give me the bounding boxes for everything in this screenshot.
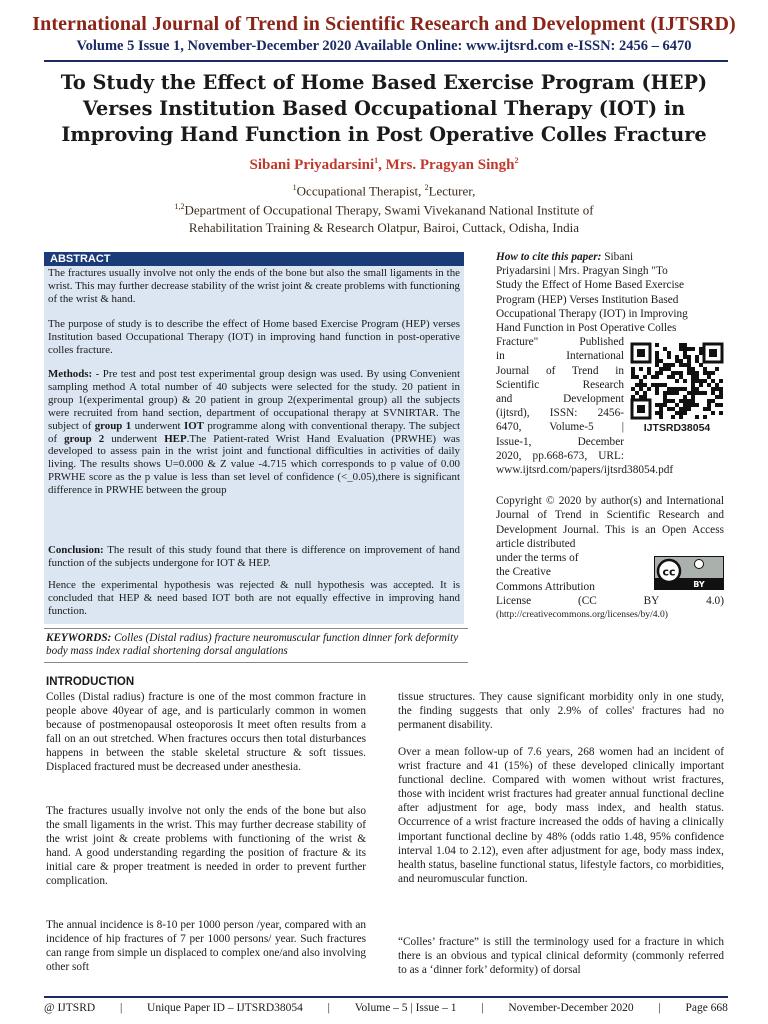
footer-separator: | [481,1002,484,1014]
intro-right-paragraph-1: tissue structures. They cause significant morbidity only in one study, the finding suggests that only 2.9% of colles' fractures had no permanent disability. [398,691,724,732]
citation-line: Occupational Therapy (IOT) in Improving [496,307,688,320]
citation-line: Hand Function in Post Operative Colles [496,322,677,335]
abstract-conclusion [48,544,460,570]
cc-by-icon [655,557,723,589]
introduction-heading: INTRODUCTION [46,676,135,688]
conclusion-text: The result of this study found that there is difference on improvement of hand function of the subjects undergone for IOT & HEP. [48,544,460,569]
cc-symbol: cc [662,565,676,579]
conclusion-label: Conclusion: [48,544,104,556]
footer-date: November-December 2020 [508,1002,634,1014]
footer-journal: @ IJTSRD [44,1002,96,1014]
footer-paper-id: Unique Paper ID – IJTSRD38054 [147,1002,303,1014]
affil-sup: 2 [424,183,429,192]
intro-right-paragraph-2: Over a mean follow-up of 7.6 years, 268 women had an incident of wrist fracture and 41 (15%) of these developed clinically important functional decline. Compared with women without wrist fractures, those with incident wrist fractures had greater annual functional decline after adjustment for age, body mass index, and health status. Occurrence of a wrist fracture increased the odds of having a clinically important functional decline by 48% (odds ratio 1.48, 95% confidence interval 1.04 to 2.12), even after adjustment for age, body mass index, health status, baseline functional status, lifestyle factors, co morbidities, and neuromuscular function. [398,746,724,885]
cc-license-url: (http://creativecommons.org/licenses/by/4.0) [496,609,668,620]
citation-line: Program (HEP) Verses Institution Based [496,293,679,306]
keywords-rule-bottom [44,662,468,663]
license-word: 4.0) [706,595,724,608]
abstract-methods [48,368,460,497]
citation-label: How to cite this paper: [496,251,602,263]
iot-label: IOT [183,419,204,432]
paper-title [30,70,738,148]
citation-line: 2020, pp.668-673, URL: [496,449,624,462]
affil-sup: 1,2 [174,202,185,211]
page-footer [44,1002,728,1014]
footer-volume: Volume – 5 | Issue – 1 [354,1002,457,1014]
citation-line: in International [496,350,624,363]
header-rule [44,60,728,62]
author-2-sup: 2 [514,156,519,165]
license-word: (CC [577,595,597,608]
footer-page-number: Page 668 [685,1002,728,1014]
citation-line: and Development [496,393,624,406]
group-2-label: group 2 [64,432,105,445]
qr-paper-id: IJTSRD38054 [643,422,711,434]
affil-role-1: Occupational Therapist, [296,183,425,199]
footer-separator: | [119,1002,123,1014]
affiliation-line-1 [0,183,768,199]
footer-rule [44,996,728,998]
journal-subtitle: Volume 5 Issue 1, November-December 2020 Available Online: www.ijtsrd.com e-ISSN: 2456 – 6470 [76,38,692,54]
title-line-1: To Study the Effect of Home Based Exercise Program (HEP) [60,71,708,94]
journal-title: International Journal of Trend in Scientific Research and Development (IJTSRD) [32,13,736,35]
abstract-heading: ABSTRACT [44,252,464,266]
abstract-paragraph-5: Hence the experimental hypothesis was rejected & null hypothesis was accepted. It is concluded that HEP & need based IOT both are not equally effective in improving hand function. [48,579,460,617]
footer-separator: | [658,1002,661,1014]
citation-line: Journal of Trend in [496,364,624,377]
methods-text: programme along with conventional therapy. The subject of [48,419,460,445]
citation-line: Priyadarsini | Mrs. Pragyan Singh "To [496,265,668,278]
qr-code-icon [630,342,724,420]
intro-left-paragraph-3: The annual incidence is 8-10 per 1000 person /year, compared with an incidence of hip fractures of 7 per 1000 persons/ year. Such fractures can range from simple un displaced to complex one/and also involving other soft [46,919,366,974]
affil-sup: 1 [292,183,297,192]
cc-license-badge [654,556,724,590]
copyright-line: under the terms of [496,552,579,565]
keywords-rule-top [44,628,468,629]
author-1-sup: 1 [374,156,379,165]
affiliation-line-3: Rehabilitation Training & Research Olatpur, Bairoi, Cuttack, Odisha, India [188,220,580,235]
title-line-2: Verses Institution Based Occupational Therapy (IOT) in [82,97,686,120]
copyright-line: Commons Attribution [496,580,595,593]
citation-line: Study the Effect of Home Based Exercise [496,279,685,292]
citation-line: Fracture" Published [496,336,624,349]
footer-separator: | [327,1002,330,1014]
methods-text: underwent [131,419,184,432]
license-word: License [496,595,532,608]
methods-text: .The Patient-rated Wrist Hand Evaluation (PRWHE) was developed to assess pain in the wrist joint and functional difficulties in activities of daily living. The results shows U=0.000 & Z value -4.715 which corresponds to p value of 0.00 PRWHE score as the p value is less than set level of confidence (<_0.05),there is significant difference in PRWHE between the group [48,432,461,497]
affil-role-2: Lecturer, [428,183,476,199]
group-1-label: group 1 [94,419,132,432]
authors [0,156,768,174]
citation-author: Sibani [601,251,634,263]
citation-line: (ijtsrd), ISSN: 2456- [496,407,624,420]
copyright-block [496,494,724,608]
copyright-text: Copyright © 2020 by author(s) and International Journal of Trend in Scientific Research and Development Journal. This is an Open Access article distributed [496,495,724,550]
intro-left-paragraph-1: Colles (Distal radius) fracture is one of the most common fracture in people above 40year of age, and is particularly common in women because of postmenopausal osteoporosis It meet often results from a fall on an out stretched. When fractures occurs then total disturbances happens in between the stable skeletal structure & soft tissues. Displaced fractured must be decreased under anesthesia. [46,691,366,774]
affiliation-line-2 [0,202,768,218]
abstract-paragraph-1: The fractures usually involve not only the ends of the bone but also the small ligaments in the wrist. This may further decrease stability of the wrist joint & create problems with functioning of the wrist & hand. [48,267,460,305]
keywords-text: Colles (Distal radius) fracture neuromuscular function dinner fork deformity body mass index radial shortening dorsal angulations [46,632,459,657]
citation-line: Issue-1, December [496,435,624,448]
intro-right-paragraph-3: “Colles’ fracture” is still the terminology used for a fracture in which there is an obvious and typical clinical deformity (commonly referred to as a ‘dinner fork’ deformity) of dorsal [398,936,724,977]
abstract-paragraph-2: The purpose of study is to describe the effect of Home based Exercise Program (HEP) verses Institution based Occupational Therapy (IOT) in improving hand function in post-operative colles fracture. [48,318,460,356]
keywords-label: KEYWORDS: [46,632,112,644]
title-line-3: Improving Hand Function in Post Operative Colles Fracture [61,123,707,146]
author-1: Sibani Priyadarsini [249,157,375,173]
affil-department: Department of Occupational Therapy, Swami Vivekanand National Institute of [184,202,594,218]
hep-label: HEP [164,432,187,445]
citation-line: Scientific Research [496,378,624,391]
author-2: Mrs. Pragyan Singh [385,157,515,173]
intro-left-paragraph-2: The fractures usually involve not only the ends of the bone but also the small ligaments in the wrist. This may further decrease stability of the wrist joint & create problems with functioning of the wrist & hand. A good understanding regarding the position of fracture & its initial care & proper treatment is needed in order to prevent further complication. [46,805,366,888]
methods-text: - Pre test and post test experimental group design was used. By using Convenient sampling method A total number of 40 subjects were selected for the study. 20 patient in group 1(experimental group) & 20 patient in group 2(experimental group) all the subjects were recruited from hand section, department of occupational therapy at SVNIRTAR. The subject of [48,368,460,432]
cc-by-label: BY [693,580,705,589]
citation-line: 6470, Volume-5 | [496,421,624,434]
methods-label: Methods: [48,368,93,380]
methods-text: underwent [104,432,165,445]
citation-line: www.ijtsrd.com/papers/ijtsrd38054.pdf [496,464,674,477]
keywords [46,632,466,658]
license-word: BY [643,595,660,608]
author-separator: , [378,157,386,173]
copyright-line: the Creative [496,566,551,579]
